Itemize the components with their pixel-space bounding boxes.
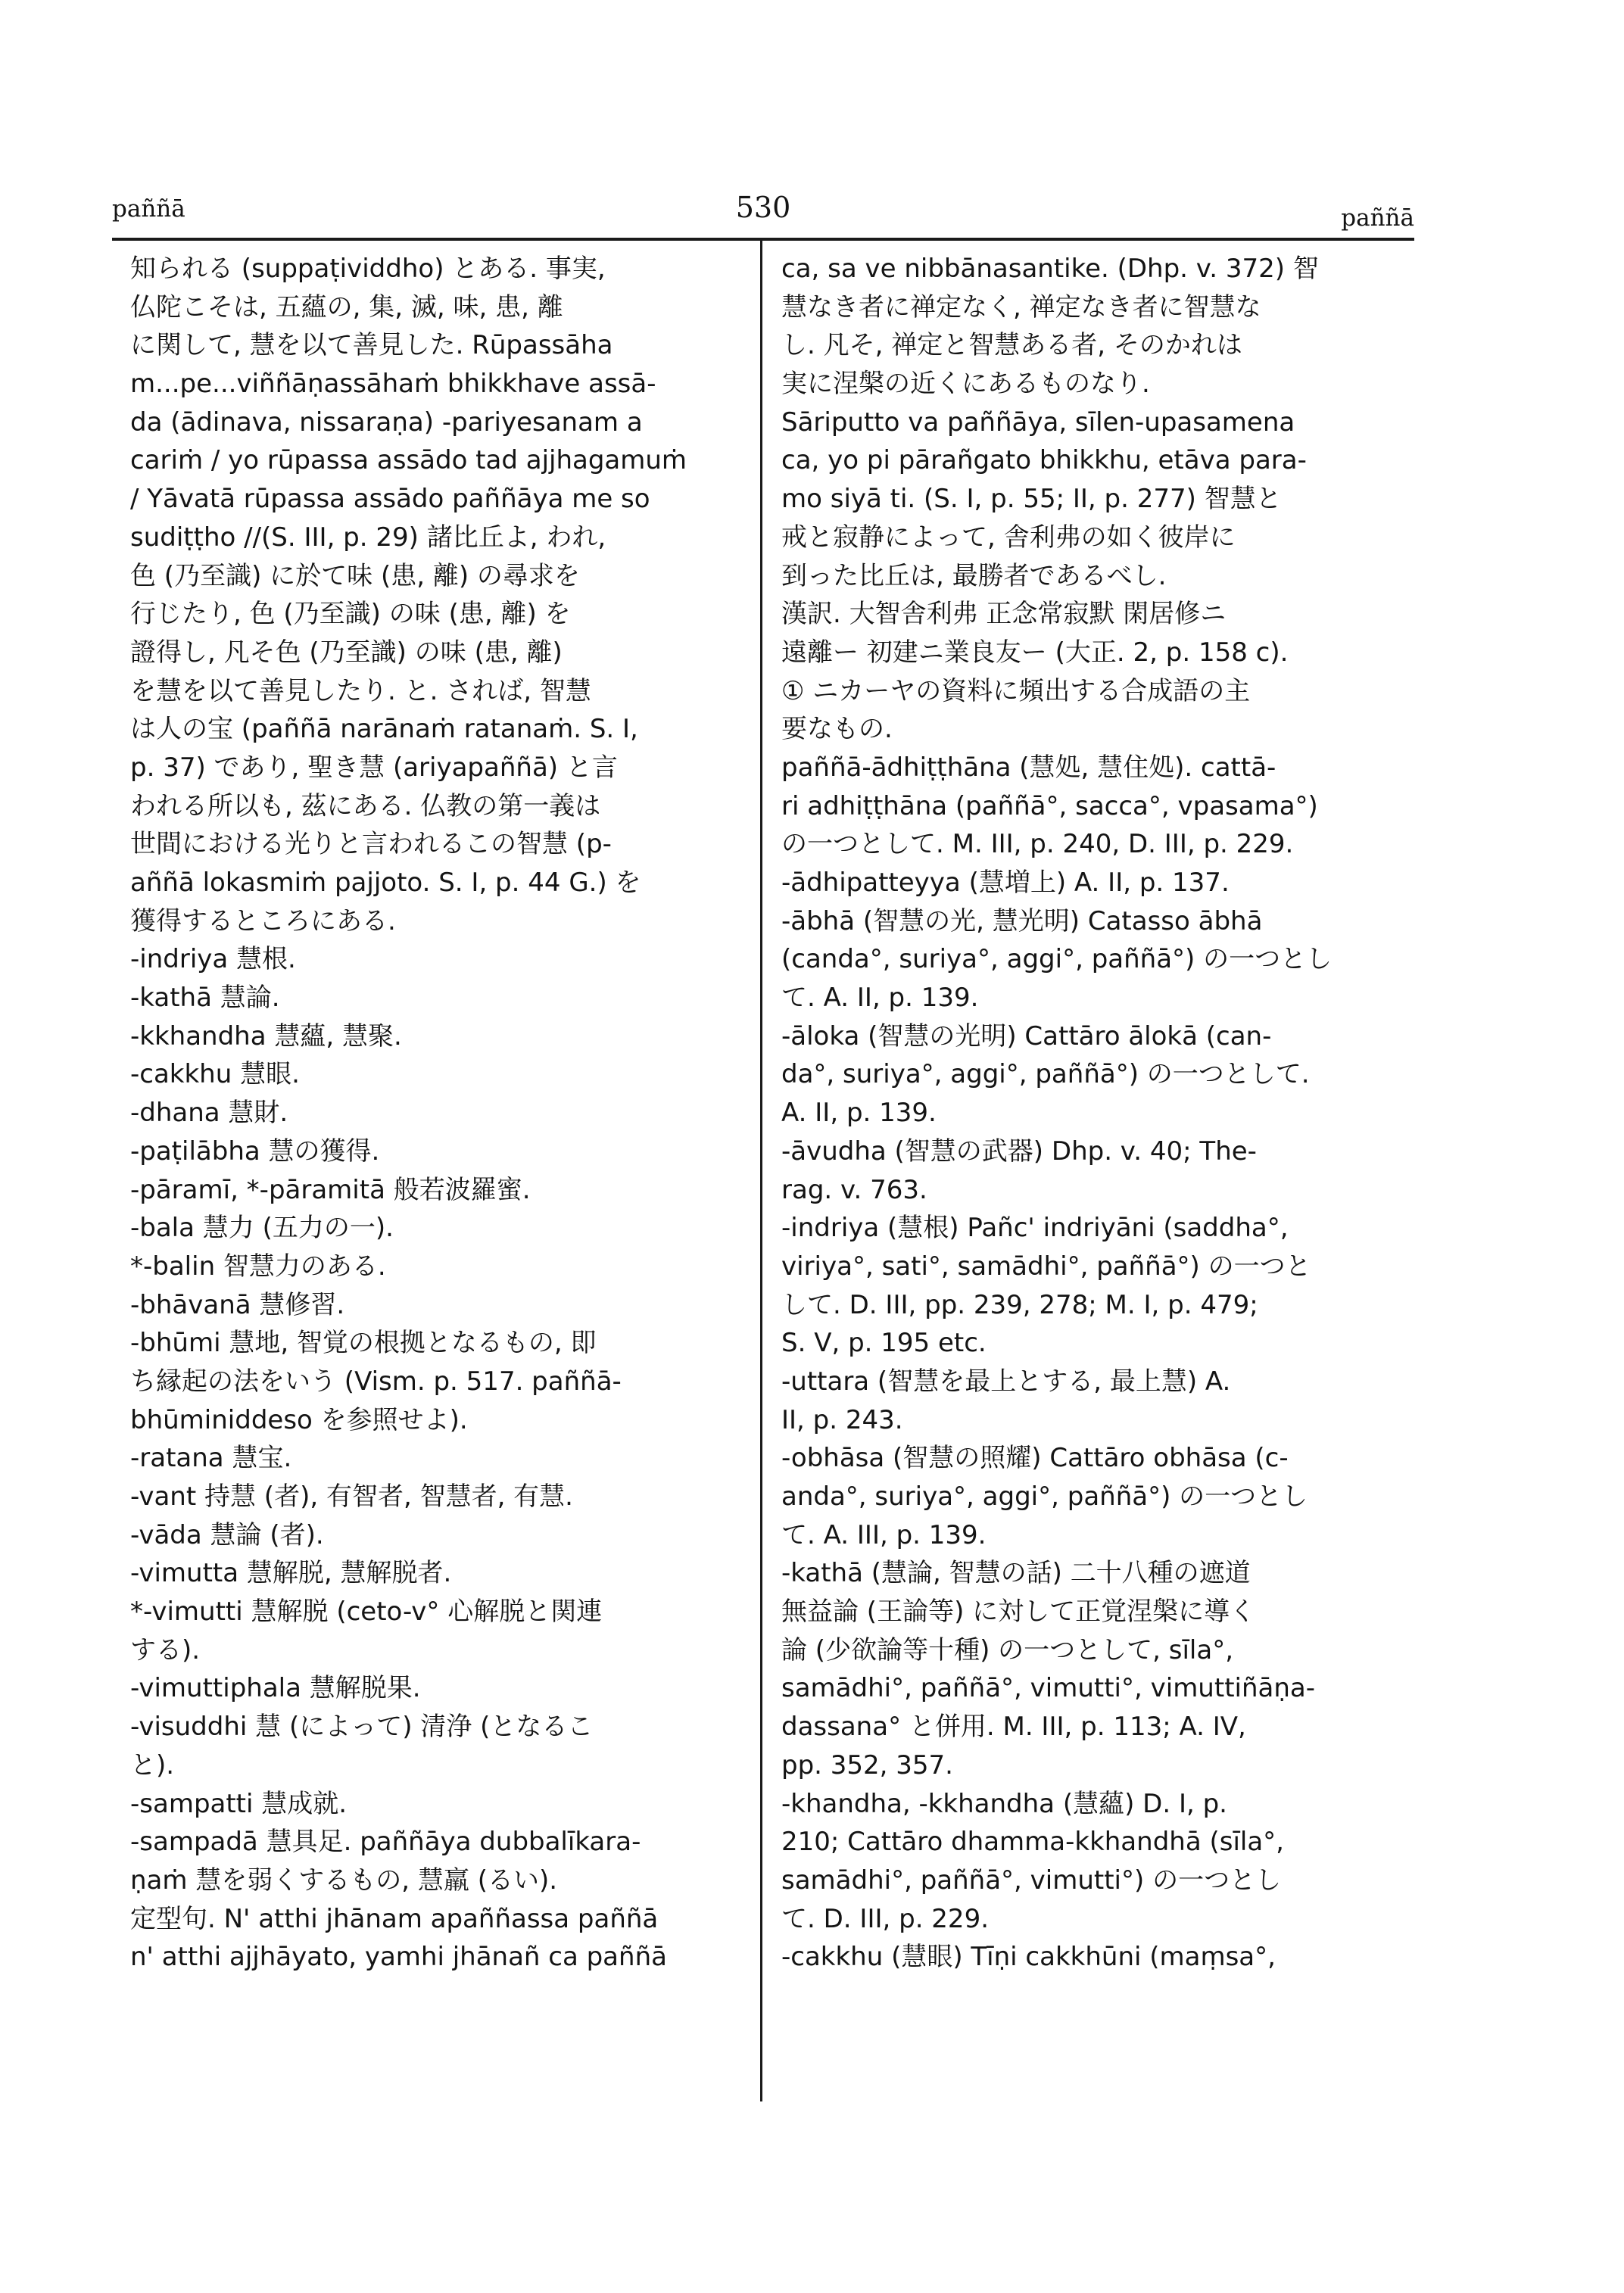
text-line: に関して, 慧を以て善見した. Rūpassāha (130, 330, 613, 361)
text-line: da (ādinava, nissaraṇa) -pariyesanam a (130, 407, 643, 438)
text-line: し. 凡そ, 禅定と智慧ある者, そのかれは (781, 330, 1242, 361)
text-line: 慧なき者に禅定なく, 禅定なき者に智慧な (781, 291, 1261, 322)
text-line: 行じたり, 色 (乃至識) の味 (患, 離) を (130, 599, 571, 630)
text-line: -cakkhu (慧眼) Tīṇi cakkhūni (maṃsa°, (781, 1942, 1276, 1973)
page-header (112, 191, 1414, 236)
text-line: (canda°, suriya°, aggi°, paññā°) の一つとし (781, 944, 1333, 975)
text-line: samādhi°, paññā°, vimutti°) の一つとし (781, 1865, 1282, 1896)
text-line: ち縁起の法をいう (Vism. p. 517. paññā- (130, 1366, 622, 1397)
text-line: -āvudha (智慧の武器) Dhp. v. 40; The- (781, 1136, 1257, 1167)
page-number: 530 (735, 191, 791, 224)
text-line: bhūminiddeso を参照せよ). (130, 1404, 468, 1435)
header-right-word: paññā (1341, 204, 1414, 232)
text-line: 世間における光りと言われるこの智慧 (p- (130, 829, 612, 860)
text-line: *-balin 智慧力のある. (130, 1251, 386, 1282)
text-line: 知られる (suppaṭividdho) とある. 事実, (130, 254, 606, 284)
text-line: n' atthi ajjhāyato, yamhi jhānañ ca paññā (130, 1942, 667, 1973)
header-left-word: paññā (112, 195, 185, 223)
text-line: -indriya 慧根. (130, 944, 296, 975)
text-line: -vimutta 慧解脱, 慧解脱者. (130, 1558, 452, 1589)
text-line: -obhāsa (智慧の照耀) Cattāro obhāsa (c- (781, 1443, 1289, 1474)
text-line: -ratana 慧宝. (130, 1443, 292, 1474)
text-line: 定型句. N' atthi jhānam apaññassa paññā (130, 1903, 659, 1934)
text-line: -khandha, -kkhandha (慧蘊) D. I, p. (781, 1788, 1227, 1819)
text-line: ca, yo pi pārañgato bhikkhu, etāva para- (781, 445, 1307, 476)
text-line: 色 (乃至識) に於て味 (患, 離) の尋求を (130, 560, 580, 591)
text-line: 遠離ー 初建ニ業良友ー (大正. 2, p. 158 c). (781, 637, 1289, 668)
text-line: 到った比丘は, 最勝者であるべし. (781, 560, 1167, 591)
text-line: の一つとして. M. III, p. 240, D. III, p. 229. (781, 829, 1294, 860)
text-line: -kathā (慧論, 智慧の話) 二十八種の遮道 (781, 1558, 1251, 1589)
header-rule (112, 238, 1414, 241)
text-line: -ādhipatteyya (慧増上) A. II, p. 137. (781, 868, 1230, 898)
text-line: -kkhandha 慧蘊, 慧聚. (130, 1020, 402, 1051)
text-line: anda°, suriya°, aggi°, paññā°) の一つとし (781, 1481, 1308, 1512)
text-line: -vāda 慧論 (者). (130, 1519, 324, 1550)
text-line: sudiṭṭho //(S. III, p. 29) 諸比丘よ, われ, (130, 522, 606, 553)
text-line: -indriya (慧根) Pañc' indriyāni (saddha°, (781, 1213, 1289, 1244)
text-line: ① ニカーヤの資料に頻出する合成語の主 (781, 675, 1251, 706)
text-line: て. A. III, p. 139. (781, 1519, 987, 1550)
text-line: ri adhiṭṭhāna (paññā°, sacca°, vpasama°) (781, 790, 1318, 821)
text-line: 無益論 (王論等) に対して正覚涅槃に導く (781, 1597, 1256, 1628)
text-line: -sampatti 慧成就. (130, 1788, 348, 1819)
text-line: -cakkhu 慧眼. (130, 1059, 300, 1090)
text-line: viriya°, sati°, samādhi°, paññā°) の一つと (781, 1251, 1311, 1282)
column-divider (760, 241, 762, 2101)
text-line: を慧を以て善見したり. と. されば, 智慧 (130, 675, 591, 706)
text-line: -vant 持慧 (者), 有智者, 智慧者, 有慧. (130, 1481, 573, 1512)
text-line: -bala 慧力 (五力の一). (130, 1213, 394, 1244)
text-line: 仏陀こそは, 五蘊の, 集, 滅, 味, 患, 離 (130, 291, 563, 322)
text-line: p. 37) であり, 聖き慧 (ariyapaññā) と言 (130, 752, 618, 783)
text-line: して. D. III, pp. 239, 278; M. I, p. 479; (781, 1289, 1258, 1320)
text-line: 210; Cattāro dhamma-kkhandhā (sīla°, (781, 1827, 1284, 1858)
text-line: ca, sa ve nibbānasantike. (Dhp. v. 372) 智 (781, 254, 1319, 284)
text-line: 獲得するところにある. (130, 905, 396, 936)
text-line: は人の宝 (paññā narānaṁ ratanaṁ. S. I, (130, 714, 638, 745)
text-line: A. II, p. 139. (781, 1098, 937, 1129)
text-line: 実に涅槃の近くにあるものなり. (781, 369, 1150, 400)
text-line: -paṭilābha 慧の獲得. (130, 1136, 380, 1167)
text-line: て. A. II, p. 139. (781, 983, 979, 1014)
text-line: II, p. 243. (781, 1404, 903, 1435)
text-line: da°, suriya°, aggi°, paññā°) の一つとして. (781, 1059, 1310, 1090)
text-line: -visuddhi 慧 (によって) 清浄 (となるこ (130, 1712, 594, 1743)
text-line: -uttara (智慧を最上とする, 最上慧) A. (781, 1366, 1231, 1397)
text-line: aññā lokasmiṁ pajjoto. S. I, p. 44 G.) を (130, 868, 641, 898)
text-line: -pāramī, *-pāramitā 般若波羅蜜. (130, 1174, 531, 1205)
text-line: mo siyā ti. (S. I, p. 55; II, p. 277) 智慧と (781, 484, 1282, 515)
text-line: / Yāvatā rūpassa assādo paññāya me so (130, 484, 650, 515)
text-line: -dhana 慧財. (130, 1098, 288, 1129)
text-line: われる所以も, 茲にある. 仏教の第一義は (130, 790, 601, 821)
text-line: と). (130, 1749, 175, 1781)
text-line: paññā-ādhiṭṭhāna (慧処, 慧住処). cattā- (781, 752, 1276, 783)
text-line: pp. 352, 357. (781, 1749, 953, 1781)
right-column (781, 250, 1379, 1977)
text-line: て. D. III, p. 229. (781, 1903, 990, 1934)
text-line: m...pe...viññāṇassāhaṁ bhikkhave assā- (130, 369, 656, 400)
text-line: -bhūmi 慧地, 智覚の根拠となるもの, 即 (130, 1328, 597, 1359)
text-line: 證得し, 凡そ色 (乃至識) の味 (患, 離) (130, 637, 563, 668)
text-line: 漢訳. 大智舎利弗 正念常寂默 閑居修ニ (781, 599, 1227, 630)
text-line: -ābhā (智慧の光, 慧光明) Catasso ābhā (781, 905, 1263, 936)
text-line: S. V, p. 195 etc. (781, 1328, 987, 1359)
text-line: ṇaṁ 慧を弱くするもの, 慧羸 (るい). (130, 1865, 558, 1896)
text-line: -kathā 慧論. (130, 983, 280, 1014)
text-line: する). (130, 1634, 201, 1665)
text-line: -āloka (智慧の光明) Cattāro ālokā (can- (781, 1020, 1272, 1051)
text-line: -bhāvanā 慧修習. (130, 1289, 345, 1320)
text-line: samādhi°, paññā°, vimutti°, vimuttiñāṇa- (781, 1673, 1316, 1704)
text-line: 要なもの. (781, 714, 893, 745)
text-line: -vimuttiphala 慧解脱果. (130, 1673, 421, 1704)
left-column (130, 250, 713, 1977)
text-line: 戒と寂静によって, 舎利弗の如く彼岸に (781, 522, 1236, 553)
text-line: Sāriputto va paññāya, sīlen-upasamena (781, 407, 1295, 438)
text-line: cariṁ / yo rūpassa assādo tad ajjhagamuṁ (130, 445, 687, 476)
text-line: -sampadā 慧具足. paññāya dubbalīkara- (130, 1827, 641, 1858)
text-line: 論 (少欲論等十種) の一つとして, sīla°, (781, 1634, 1234, 1665)
text-line: rag. v. 763. (781, 1174, 927, 1205)
text-line: *-vimutti 慧解脱 (ceto-v° 心解脱と関連 (130, 1597, 603, 1628)
text-line: dassana° と併用. M. III, p. 113; A. IV, (781, 1712, 1246, 1743)
